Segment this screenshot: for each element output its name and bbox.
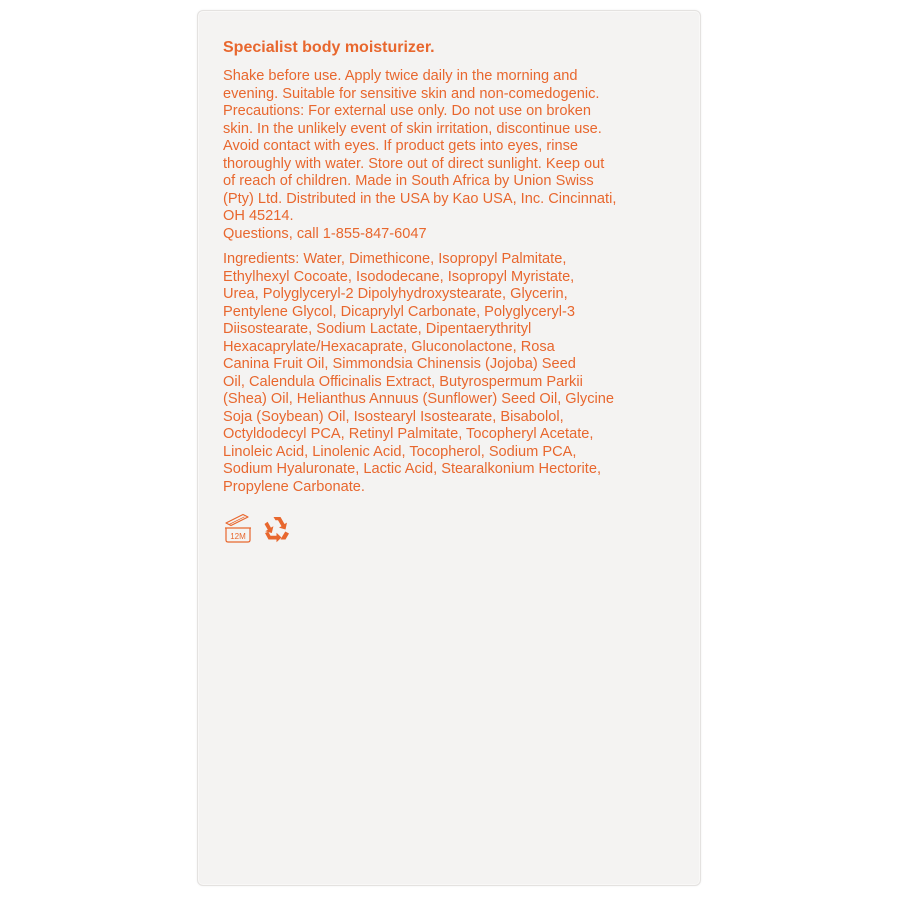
directions-line: Shake before use. Apply twice daily in the morning and (223, 68, 578, 84)
directions-line: (Pty) Ltd. Distributed in the USA by Kao USA, Inc. Cincinnati, (223, 190, 617, 207)
ingredients-line: Hexacaprylate/Hexacaprate, Gluconolactone, Rosa (223, 338, 555, 355)
ingredients-line: Octyldodecyl PCA, Retinyl Palmitate, Tocopheryl Acetate, (223, 426, 594, 442)
directions-line: Precautions: For external use only. Do not use on broken (223, 103, 592, 119)
directions-line: thoroughly with water. Store out of direct sunlight. Keep out (223, 155, 605, 172)
directions-line: of reach of children. Made in South Africa by Union Swiss (223, 173, 594, 189)
directions-paragraph (223, 68, 678, 243)
ingredients-line: Propylene Carbonate. (223, 478, 365, 495)
ingredients-line: Urea, Polyglyceryl-2 Dipolyhydroxystearate, Glycerin, (223, 286, 568, 302)
directions-line: evening. Suitable for sensitive skin and non-comedogenic. (223, 85, 600, 102)
product-heading: Specialist body moisturizer. (223, 39, 435, 56)
ingredients-line: Ethylhexyl Cocoate, Isododecane, Isopropyl Myristate, (223, 268, 575, 285)
label-text-panel (223, 38, 678, 496)
questions-line: Questions, call 1-855-847-6047 (223, 225, 427, 242)
period-after-opening-icon (223, 512, 253, 544)
ingredients-line: Ingredients: Water, Dimethicone, Isopropyl Palmitate, (223, 251, 567, 267)
directions-line: OH 45214. (223, 208, 294, 224)
label-symbols (223, 512, 293, 544)
ingredients-line: Sodium Hyaluronate, Lactic Acid, Stearalkonium Hectorite, (223, 461, 601, 477)
ingredients-line: Linoleic Acid, Linolenic Acid, Tocopherol, Sodium PCA, (223, 443, 577, 460)
ingredients-line: Canina Fruit Oil, Simmondsia Chinensis (Jojoba) Seed (223, 356, 576, 372)
pao-symbol-text: 12M (230, 532, 246, 541)
ingredients-line: Diisostearate, Sodium Lactate, Dipentaerythrityl (223, 321, 532, 337)
directions-line: skin. In the unlikely event of skin irritation, discontinue use. (223, 120, 602, 137)
ingredients-paragraph (223, 251, 678, 496)
directions-line: Avoid contact with eyes. If product gets into eyes, rinse (223, 138, 579, 154)
ingredients-line: (Shea) Oil, Helianthus Annuus (Sunflower) Seed Oil, Glycine (223, 391, 614, 407)
recycle-icon (261, 514, 293, 544)
ingredients-line: Pentylene Glycol, Dicaprylyl Carbonate, Polyglyceryl-3 (223, 303, 576, 320)
ingredients-line: Soja (Soybean) Oil, Isostearyl Isostearate, Bisabolol, (223, 408, 564, 425)
ingredients-line: Oil, Calendula Officinalis Extract, Butyrospermum Parkii (223, 373, 583, 390)
